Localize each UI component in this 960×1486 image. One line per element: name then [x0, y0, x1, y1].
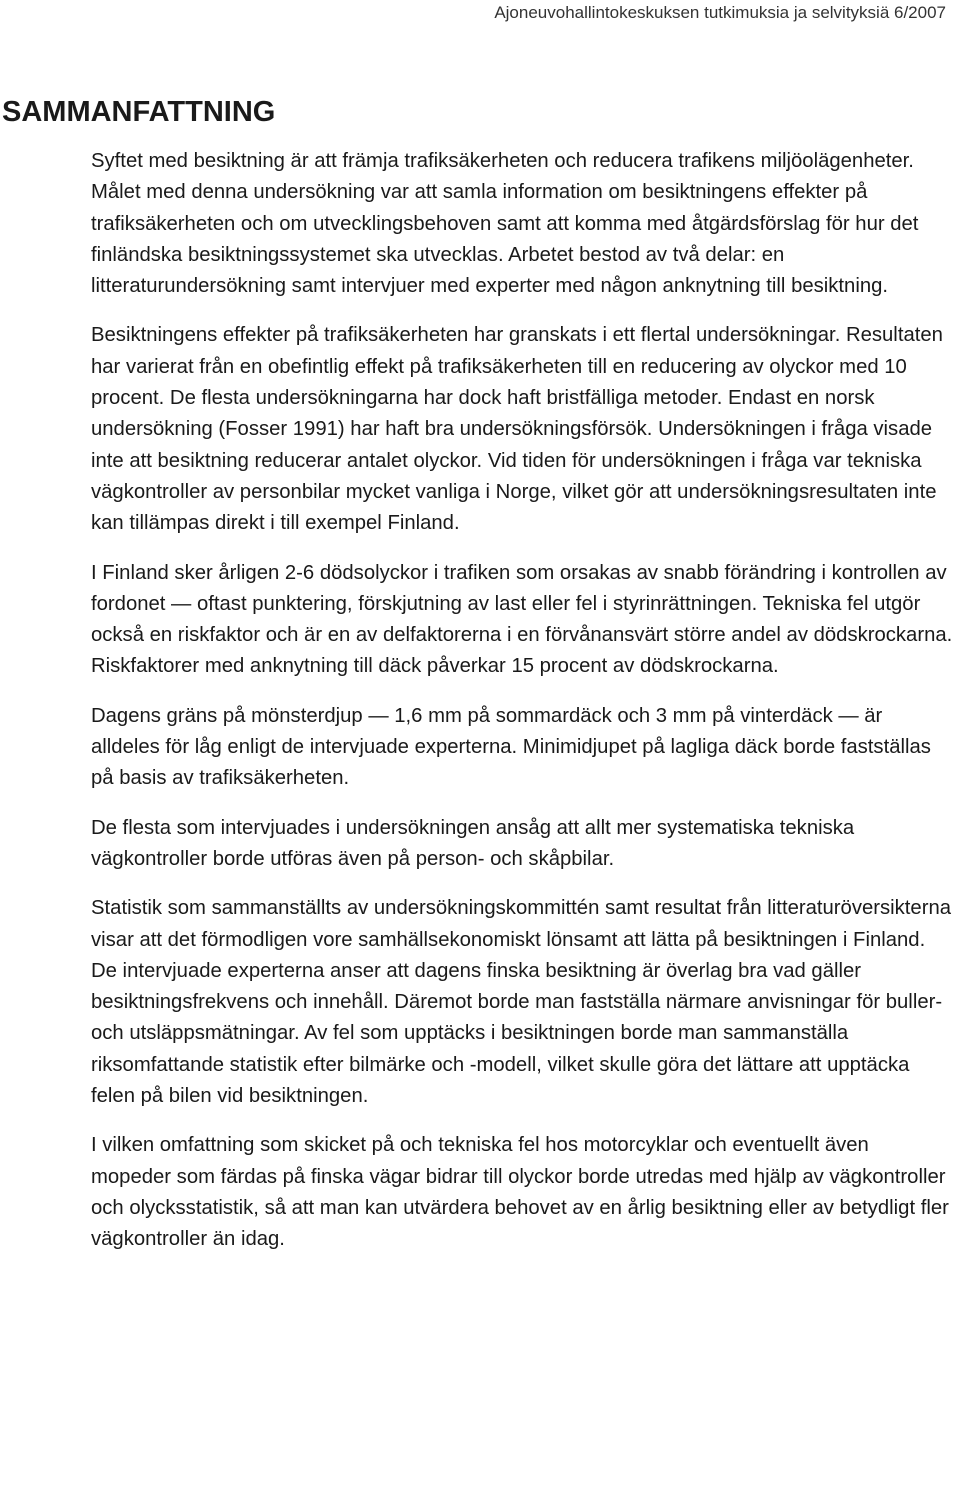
- paragraph-research-effects: Besiktningens effekter på trafiksäkerheten har granskats i ett flertal undersökningar. Resultaten har varierat från en obefintlig effekt på trafiksäkerheten till en reducering av olyckor med 10 procent. De flesta undersökningarna har dock haft bristfälliga metoder. Endast en norsk undersökning (Fosser 1991) har haft bra undersökningsförsök. Undersökningen i fråga visade inte att besiktning reducerar antalet olyckor. Vid tiden för undersökningen i fråga var tekniska vägkontroller av personbilar mycket vanliga i Norge, vilket gör att undersökningsresultaten inte kan tillämpas direkt i till exempel Finland.: [91, 324, 943, 535]
- body-text: [91, 146, 953, 1256]
- paragraph-statistics: Statistik som sammanställts av undersökningskommittén samt resultat från litteraturöversikterna visar att det förmodligen vore samhällsekonomiskt lönsamt att lätta på besiktningen i Finland. De intervjuade experterna anser att dagens finska besiktning är överlag bra vad gäller besiktningsfrekvens och innehåll. Däremot borde man fastställa närmare anvisningar för buller- och utsläppsmätningar. Av fel som upptäcks i besiktningen borde man sammanställa riksomfattande statistik efter bilmärke och -modell, vilket skulle göra det lättare att upptäcka felen på bilen vid besiktningen.: [91, 897, 952, 1108]
- paragraph-tread-depth: Dagens gräns på mönsterdjup — 1,6 mm på sommardäck och 3 mm på vinterdäck — är alldeles för låg enligt de intervjuade experterna. Minimidjupet på lagliga däck borde fastställas på basis av trafiksäkerheten.: [91, 704, 931, 790]
- paragraph-fatal-accidents: I Finland sker årligen 2-6 dödsolyckor i trafiken som orsakas av snabb förändring i kontrollen av fordonet — oftast punktering, förskjutning av last eller fel i styrinrättningen. Tekniska fel utgör också en riskfaktor och är en av delfaktorerna i en förvånansvärt större andel av dödskrockarna. Riskfaktorer med anknytning till däck påverkar 15 procent av dödskrockarna.: [91, 561, 953, 678]
- section-title: SAMMANFATTNING: [2, 96, 276, 128]
- paragraph-roadside-checks: De flesta som intervjuades i undersökningen ansåg att allt mer systematiska tekniska vägkontroller borde utföras även på person- och skåpbilar.: [91, 816, 855, 870]
- paragraph-purpose: Syftet med besiktning är att främja trafiksäkerheten och reducera trafikens miljöolägenheter. Målet med denna undersökning var att samla information om besiktningens effekter på trafiksäkerheten och om utvecklingsbehoven samt att komma med åtgärdsförslag för hur det finländska besiktningssystemet ska utvecklas. Arbetet bestod av två delar: en litteraturundersökning samt intervjuer med experter med någon anknytning till besiktning.: [91, 150, 919, 298]
- paragraph-motorcycles: I vilken omfattning som skicket på och tekniska fel hos motorcyklar och eventuellt även mopeder som färdas på finska vägar bidrar till olyckor borde utredas med hjälp av vägkontroller och olycksstatistik, så att man kan utvärdera behovet av en årlig besiktning eller av betydligt fler vägkontroller än idag.: [91, 1134, 949, 1251]
- running-header: Ajoneuvohallintokeskuksen tutkimuksia ja selvityksiä 6/2007: [494, 3, 946, 22]
